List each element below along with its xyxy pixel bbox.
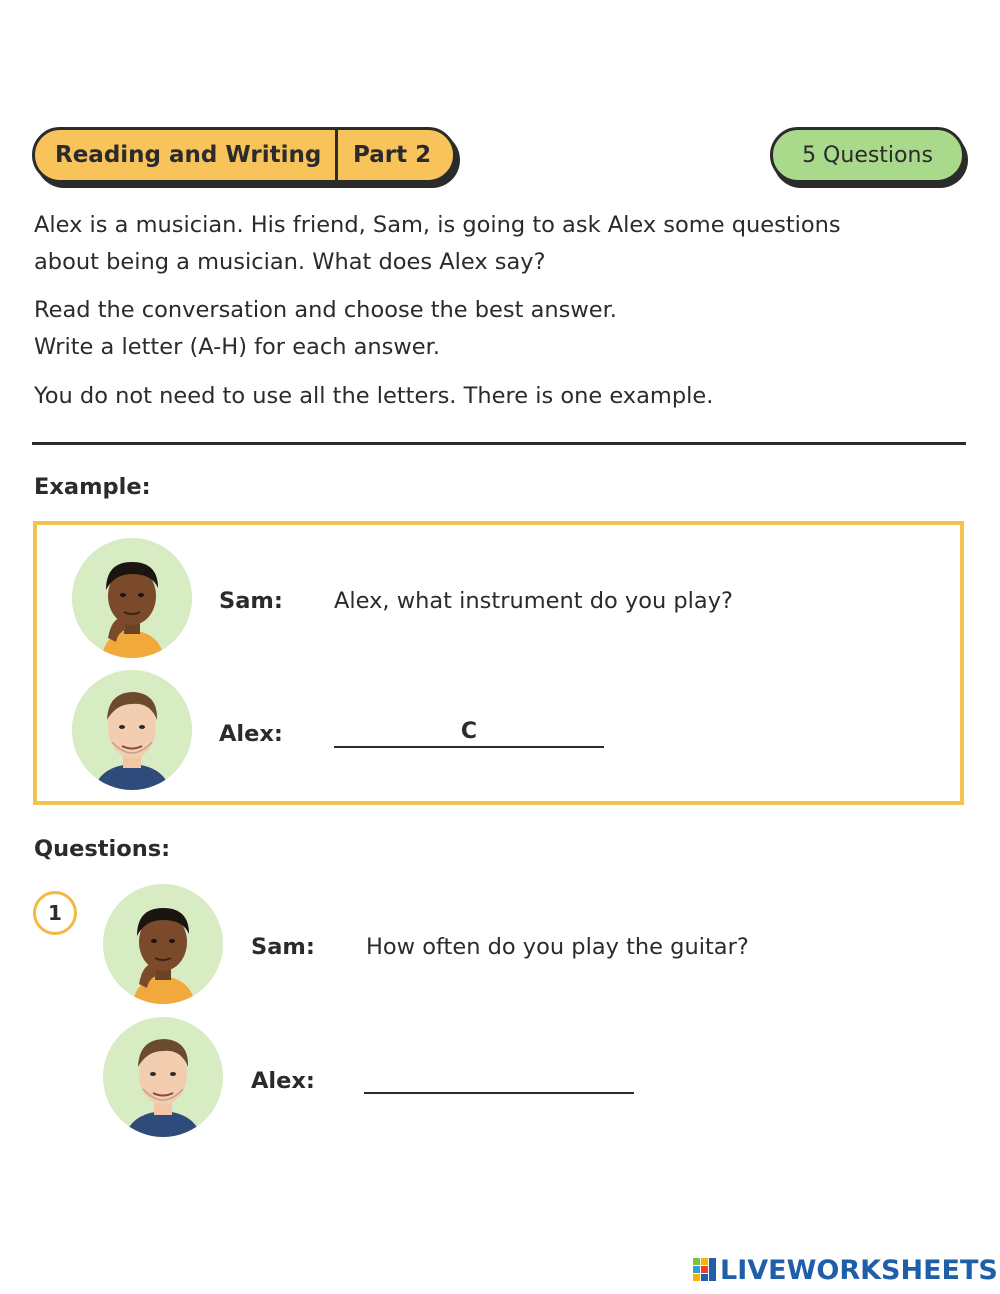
note-paragraph [34, 378, 964, 415]
speaker-label: Alex: [219, 721, 283, 747]
sam-portrait-icon [72, 538, 192, 658]
read-instruction: Read the conversation and choose the best answer. [34, 297, 617, 323]
question-number-badge: 1 [33, 891, 77, 935]
intro-line: Alex is a musician. His friend, Sam, is going to ask Alex some questions [34, 212, 841, 238]
section-label: Reading and Writing [55, 142, 322, 168]
intro-line: about being a musician. What does Alex say? [34, 249, 546, 275]
divider-rule [32, 442, 966, 445]
sam-avatar [72, 538, 192, 658]
alex-portrait-icon [103, 1017, 223, 1137]
sam-portrait-icon [103, 884, 223, 1004]
alex-avatar [103, 1017, 223, 1137]
example-heading: Example: [34, 474, 151, 500]
speaker-label: Sam: [219, 588, 283, 614]
write-instruction: Write a letter (A-H) for each answer. [34, 334, 440, 360]
speaker-label: Sam: [251, 934, 315, 960]
question-text: How often do you play the guitar? [366, 934, 749, 960]
speaker-label: Alex: [251, 1068, 315, 1094]
intro-paragraph [34, 207, 964, 281]
alex-portrait-icon [72, 670, 192, 790]
example-answer-field: C [334, 718, 604, 748]
part-label: Part 2 [353, 142, 432, 168]
note-instruction: You do not need to use all the letters. There is one example. [34, 383, 714, 409]
example-question: Alex, what instrument do you play? [334, 588, 733, 614]
directions-paragraph [34, 292, 964, 366]
liveworksheets-logo [692, 1252, 998, 1288]
answer-input-1[interactable] [364, 1064, 634, 1094]
liveworksheets-logo-icon [692, 1257, 718, 1283]
brand-name: LIVEWORKSHEETS [720, 1254, 998, 1286]
sam-avatar [103, 884, 223, 1004]
section-pill [32, 127, 456, 183]
question-count-badge: 5 Questions [770, 127, 965, 183]
alex-avatar [72, 670, 192, 790]
questions-heading: Questions: [34, 836, 171, 862]
